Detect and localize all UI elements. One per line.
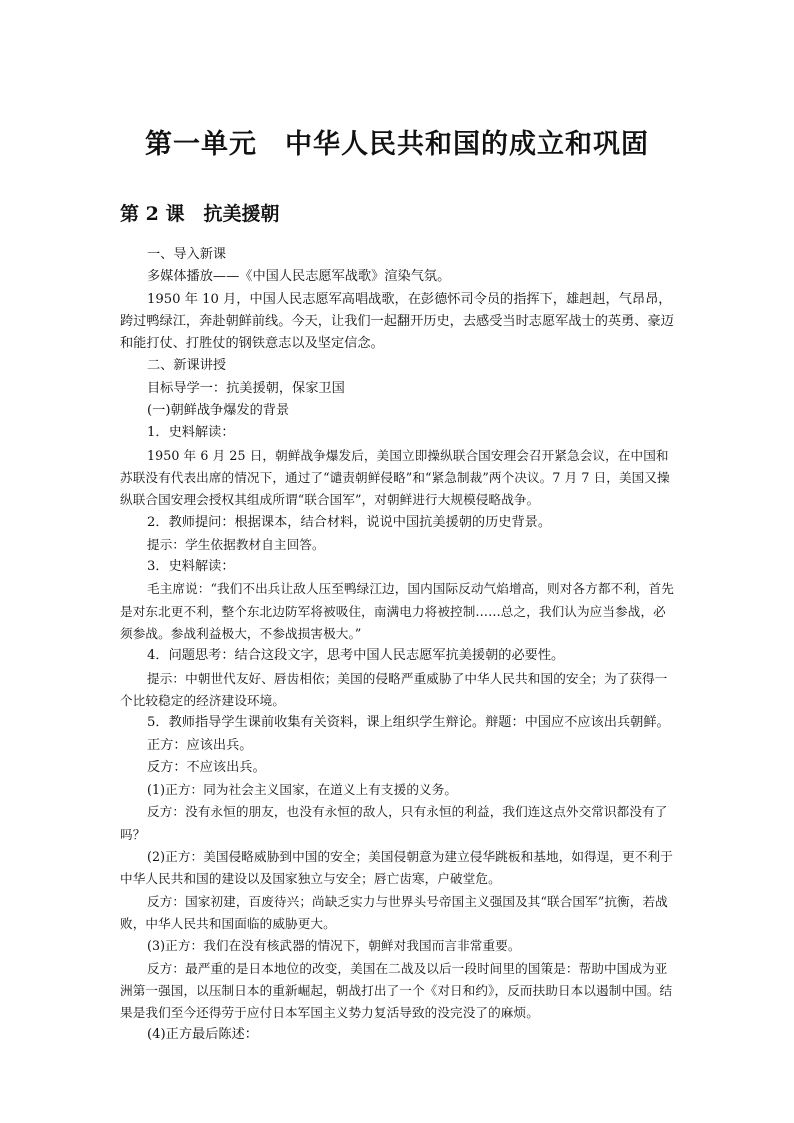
- hint: 提示：学生依据教材自主回答。: [147, 536, 325, 552]
- debate-side: 正方：应该出兵。: [147, 737, 253, 753]
- debate-argument: (3)正方：我们在没有核武器的情况下，朝鲜对我国而言非常重要。: [147, 938, 521, 954]
- item-heading: 1．史料解读：: [147, 425, 235, 441]
- question: 4．问题思考：结合这段文字，思考中国人民志愿军抗美援朝的必要性。: [147, 648, 565, 664]
- debate-argument: 反方：最严重的是日本地位的改变，美国在二战及以后一段时间里的国策是：帮助中国成为亚洲第一强国，以压制日本的重新崛起，朝战打出了一个《对日和约》，反而扶助日本以遏制中国。结果是我们至今还得劳于应付日本军国主义势力复活导致的没完没了的麻烦。: [120, 960, 673, 1021]
- debate-argument: 反方：国家初建，百废待兴；尚缺乏实力与世界头号帝国主义强国及其“联合国军”抗衡，若战败，中华人民共和国面临的威胁更大。: [120, 893, 668, 931]
- debate-argument: 反方：没有永恒的朋友，也没有永恒的敌人，只有永恒的利益，我们连这点外交常识都没有了吗？: [120, 804, 668, 842]
- unit-title: 第一单元 中华人民共和国的成立和巩固: [145, 129, 649, 160]
- paragraph: 1950 年 10 月，中国人民志愿军高唱战歌，在彭德怀司令员的指挥下，雄赳赳，气昂昂，跨过鸭绿江，奔赴朝鲜前线。今天，让我们一起翻开历史，去感受当时志愿军战士的英勇、豪迈和能打仗、打胜仗的钢铁意志以及坚定信念。: [120, 291, 674, 352]
- debate-side: 反方：不应该出兵。: [147, 759, 266, 775]
- debate-argument: (1)正方：同为社会主义国家，在道义上有支援的义务。: [147, 782, 458, 798]
- teacher-question: 2．教师提问：根据课本，结合材料，说说中国抗美援朝的历史背景。: [147, 514, 552, 530]
- debate-argument: (4)正方最后陈述：: [147, 1027, 258, 1043]
- source-excerpt: 1950 年 6 月 25 日，朝鲜战争爆发后，美国立即操纵联合国安理会召开紧急会议，在中国和苏联没有代表出席的情况下，通过了“谴责朝鲜侵略”和“紧急制裁”两个决议。7 月 7 日，美国又操纵联合国安理会授权其组成所谓“联合国军”，对朝鲜进行大规模侵略战争。: [120, 447, 670, 508]
- section-heading: 二、新课讲授: [147, 358, 227, 374]
- subsection-heading: (一)朝鲜战争爆发的背景: [147, 403, 290, 419]
- item-heading: 3．史料解读：: [147, 559, 235, 575]
- hint: 提示：中朝世代友好、唇齿相依；美国的侵略严重威胁了中华人民共和国的安全；为了获得一个比较稳定的经济建设环境。: [120, 670, 668, 708]
- lesson-title: 第 2 课 抗美援朝: [120, 203, 280, 225]
- debate-argument: (2)正方：美国侵略威胁到中国的安全；美国侵朝意为建立侵华跳板和基地，如得逞，更不利于中华人民共和国的建设以及国家独立与安全；唇亡齿寒，户破堂危。: [120, 849, 673, 887]
- paragraph: 多媒体播放——《中国人民志愿军战歌》渲染气氛。: [147, 269, 451, 285]
- debate-instruction: 5．教师指导学生课前收集有关资料，课上组织学生辩论。辩题：中国应不应该出兵朝鲜。: [147, 715, 670, 731]
- source-excerpt: 毛主席说：“我们不出兵让敌人压至鸭绿江边，国内国际反动气焰增高，则对各方都不利，首先是对东北更不利，整个东北边防军将被吸住，南满电力将被控制……总之，我们认为应当参战，必须参战。参战利益极大，不参战损害极大。”: [120, 581, 674, 642]
- subsection-heading: 目标导学一：抗美援朝，保家卫国: [147, 380, 345, 396]
- lesson-body: [120, 244, 678, 1047]
- section-heading: 一、导入新课: [147, 247, 227, 262]
